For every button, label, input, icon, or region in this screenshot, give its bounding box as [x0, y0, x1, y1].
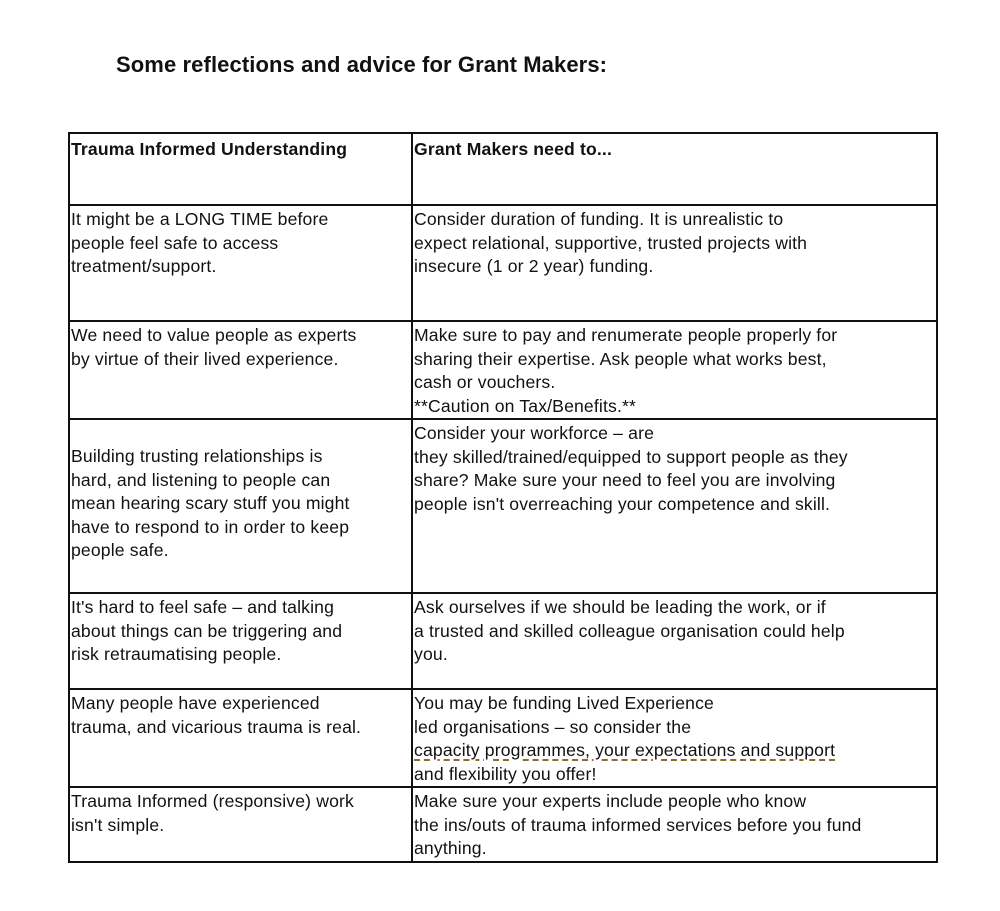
cell-line: Consider your workforce – are — [414, 423, 655, 443]
cell-line: You may be funding Lived Experience — [414, 693, 714, 713]
cell-line: It's hard to feel safe – and talking — [71, 597, 335, 617]
table-row — [69, 689, 937, 787]
cell-line: a trusted and skilled colleague organisation could help — [414, 620, 845, 641]
understanding-cell — [69, 205, 412, 321]
cell-line: **Caution on Tax/Benefits.** — [414, 395, 636, 416]
cell-line: people isn't overreaching your competence and skill. — [414, 493, 831, 514]
cell-line: Make sure to pay and renumerate people properly for — [414, 325, 838, 345]
understanding-cell — [69, 593, 412, 689]
table-row — [69, 419, 937, 593]
cell-line: they skilled/trained/equipped to support people as they — [414, 446, 848, 467]
cell-line: led organisations – so consider the — [414, 716, 692, 737]
advice-cell — [412, 689, 937, 787]
cell-line: people safe. — [71, 540, 169, 560]
understanding-cell — [69, 419, 412, 593]
cell-line: hard, and listening to people can — [71, 469, 331, 490]
cell-line: people feel safe to access — [71, 232, 279, 253]
cell-line: you. — [414, 644, 448, 664]
cell-line: capacity programmes, your expectations and support — [414, 740, 836, 760]
table-header-row — [69, 133, 937, 205]
table-row — [69, 593, 937, 689]
cell-line: by virtue of their lived experience. — [71, 348, 339, 369]
advice-cell — [412, 419, 937, 593]
understanding-cell — [69, 321, 412, 419]
page-title: Some reflections and advice for Grant Makers: — [116, 52, 608, 77]
cell-line: Many people have experienced — [71, 693, 320, 713]
cell-line: insecure (1 or 2 year) funding. — [414, 256, 654, 276]
header-cell-grant-makers: Grant Makers need to... — [412, 133, 937, 205]
cell-line: mean hearing scary stuff you might — [71, 493, 350, 513]
cell-line: anything. — [414, 838, 487, 858]
cell-line: expect relational, supportive, trusted projects with — [414, 232, 808, 253]
advice-cell — [412, 593, 937, 689]
understanding-cell — [69, 689, 412, 787]
advice-cell — [412, 321, 937, 419]
cell-line: Consider duration of funding. It is unrealistic to — [414, 209, 784, 229]
cell-line: about things can be triggering and — [71, 620, 343, 641]
cell-line: Trauma Informed (responsive) work — [71, 791, 354, 811]
cell-line: and flexibility you offer! — [414, 763, 597, 784]
cell-line: Building trusting relationships is — [71, 446, 323, 466]
cell-line: the ins/outs of trauma informed services before you fund — [414, 814, 862, 835]
reflections-table — [68, 132, 938, 863]
table-row — [69, 787, 937, 862]
cell-line: We need to value people as experts — [71, 325, 357, 345]
cell-line: cash or vouchers. — [414, 372, 556, 392]
advice-cell — [412, 787, 937, 862]
header-cell-understanding: Trauma Informed Understanding — [69, 133, 412, 205]
cell-line: It might be a LONG TIME before — [71, 209, 329, 229]
cell-line: isn't simple. — [71, 814, 165, 835]
cell-line: treatment/support. — [71, 256, 217, 276]
cell-line: risk retraumatising people. — [71, 644, 282, 664]
table-row — [69, 321, 937, 419]
cell-line: share? Make sure your need to feel you are involving — [414, 470, 836, 490]
cell-line: trauma, and vicarious trauma is real. — [71, 716, 362, 737]
cell-line: sharing their expertise. Ask people what works best, — [414, 348, 827, 369]
cell-line: Make sure your experts include people who know — [414, 791, 807, 811]
advice-cell — [412, 205, 937, 321]
cell-line: have to respond to in order to keep — [71, 516, 350, 537]
table-row — [69, 205, 937, 321]
cell-line: Ask ourselves if we should be leading the work, or if — [414, 597, 826, 617]
understanding-cell — [69, 787, 412, 862]
